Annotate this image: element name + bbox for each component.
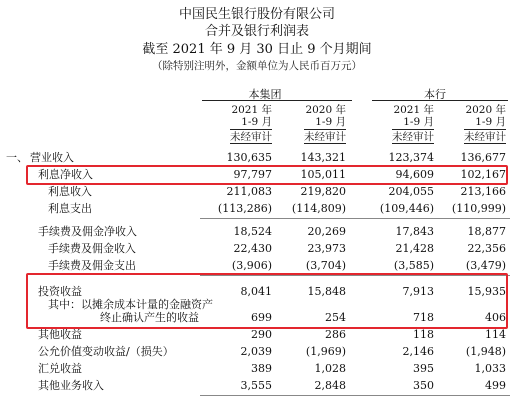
column-year: 2020 年 (465, 104, 506, 116)
group-header-consolidated: 本集团 (248, 88, 282, 101)
row-value: 718 (413, 311, 434, 324)
column-audit-status: 未经审计 (304, 131, 346, 143)
row-value: 15,848 (307, 285, 346, 298)
column-period: 1-9 月 (315, 116, 346, 128)
row-value: 286 (325, 328, 346, 341)
row-label: 其中：以摊余成本计量的金融资产 (48, 298, 213, 311)
column-period: 1-9 月 (403, 116, 434, 128)
column-audit-status: 未经审计 (392, 131, 434, 143)
row-value: 105,011 (300, 168, 346, 181)
row-value: 204,055 (388, 185, 434, 198)
table-row (0, 184, 514, 200)
row-value: 389 (251, 362, 272, 375)
row-value: 130,635 (226, 151, 272, 164)
column-header (464, 104, 506, 144)
row-label: 营业收入 (30, 151, 74, 164)
row-value: (3,704) (305, 259, 346, 272)
row-label: 终止确认产生的收益 (100, 311, 199, 324)
row-value: 22,430 (233, 242, 272, 255)
row-value: (110,999) (451, 202, 506, 215)
row-value: 123,374 (388, 151, 434, 164)
row-label: 其他收益 (38, 328, 82, 341)
row-value: 290 (251, 328, 272, 341)
row-value: 7,913 (402, 285, 434, 298)
row-label: 手续费及佣金收入 (48, 242, 136, 255)
table-row (0, 241, 514, 257)
column-period: 1-9 月 (241, 116, 272, 128)
row-label: 公允价值变动收益/（损失） (38, 345, 174, 358)
row-value: 254 (325, 311, 346, 324)
column-period: 1-9 月 (475, 116, 506, 128)
column-year: 2021 年 (393, 104, 434, 116)
table-row (0, 327, 514, 343)
row-label: 利息支出 (48, 202, 92, 215)
table-row (0, 224, 514, 240)
group-header-bank: 本行 (424, 88, 446, 101)
column-header (230, 104, 272, 144)
row-value: 23,973 (307, 242, 346, 255)
column-header (304, 104, 346, 144)
row-value: 18,524 (233, 225, 272, 238)
row-value: 22,356 (467, 242, 506, 255)
group-header-underline (372, 100, 508, 101)
row-value: 21,428 (395, 242, 434, 255)
row-value: 350 (413, 379, 434, 392)
table-row (0, 344, 514, 360)
row-value: 211,083 (226, 185, 272, 198)
subtotal-line (200, 395, 510, 396)
column-audit-status: 未经审计 (464, 131, 506, 143)
row-value: 219,820 (300, 185, 346, 198)
row-value: 114 (485, 328, 506, 341)
row-prefix: 一、 (6, 151, 28, 164)
row-value: (3,479) (465, 259, 506, 272)
row-value: (109,446) (379, 202, 434, 215)
subtotal-line (200, 275, 510, 276)
row-label: 手续费及佣金净收入 (38, 225, 137, 238)
row-value: 15,935 (467, 285, 506, 298)
statement-title: 合并及银行利润表 (204, 24, 309, 39)
table-row (0, 310, 514, 326)
row-value: 3,555 (240, 379, 272, 392)
column-year: 2020 年 (305, 104, 346, 116)
row-value: (114,809) (291, 202, 346, 215)
row-value: 1,033 (474, 362, 506, 375)
column-audit-status: 未经审计 (230, 131, 272, 143)
row-value: (1,969) (305, 345, 346, 358)
row-value: 213,166 (460, 185, 506, 198)
row-value: 20,269 (307, 225, 346, 238)
company-name: 中国民生银行股份有限公司 (178, 7, 335, 22)
row-label: 其他业务收入 (38, 379, 104, 392)
table-row (0, 167, 514, 183)
row-value: (113,286) (217, 202, 272, 215)
row-value: 406 (485, 311, 506, 324)
row-value: 2,848 (314, 379, 346, 392)
row-value: 395 (413, 362, 434, 375)
column-year: 2021 年 (231, 104, 272, 116)
table-row (0, 150, 514, 166)
row-value: 118 (413, 328, 434, 341)
row-value: 18,877 (467, 225, 506, 238)
row-value: 2,039 (240, 345, 272, 358)
row-value: 94,609 (395, 168, 434, 181)
row-value: 499 (485, 379, 506, 392)
column-header (392, 104, 434, 144)
row-value: (3,585) (393, 259, 434, 272)
unit-note: （除特别注明外，金额单位为人民币百万元） (152, 60, 362, 72)
row-label: 利息收入 (48, 185, 92, 198)
row-value: (1,948) (465, 345, 506, 358)
row-value: 136,677 (460, 151, 506, 164)
row-label: 手续费及佣金支出 (48, 259, 136, 272)
row-value: 102,167 (460, 168, 506, 181)
period-title: 截至 2021 年 9 月 30 日止 9 个月期间 (142, 42, 372, 57)
row-label: 汇兑收益 (38, 362, 82, 375)
row-value: 1,028 (314, 362, 346, 375)
table-row (0, 201, 514, 217)
table-row (0, 361, 514, 377)
row-value: 8,041 (240, 285, 272, 298)
group-header-underline (202, 100, 352, 101)
row-value: (3,906) (231, 259, 272, 272)
subtotal-line (200, 218, 510, 219)
row-value: 97,797 (233, 168, 272, 181)
row-label: 投资收益 (38, 285, 82, 298)
row-label: 利息净收入 (38, 168, 93, 181)
row-value: 2,146 (402, 345, 434, 358)
row-value: 699 (251, 311, 272, 324)
row-value: 143,321 (300, 151, 346, 164)
row-value: 17,843 (395, 225, 434, 238)
table-row (0, 378, 514, 394)
table-row (0, 258, 514, 274)
